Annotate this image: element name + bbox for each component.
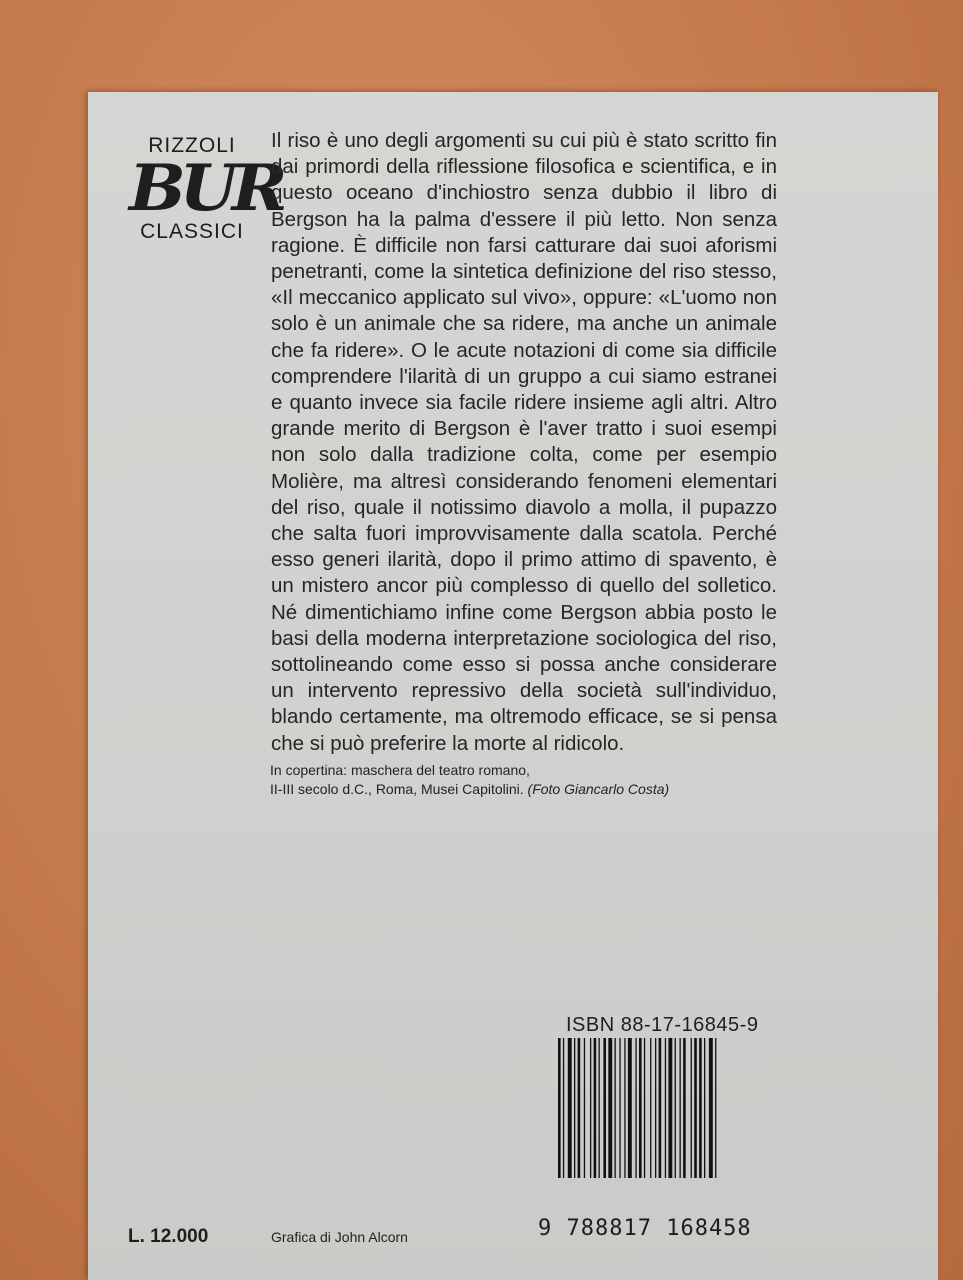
design-credit: Grafica di John Alcorn bbox=[271, 1229, 408, 1245]
price-label: L. 12.000 bbox=[128, 1226, 209, 1247]
barcode-image bbox=[556, 1038, 788, 1178]
series-name: CLASSICI bbox=[140, 220, 244, 243]
blurb-text: Il riso è uno degli argomenti su cui più è stato scritto fin dai primordi della riflessione filosofica e scientifica, e in questo oceano d'inchiostro senza dubbio il libro di Bergson ha la palma d'essere il più letto. Non senza ragione. È difficile non farsi catturare dai suoi aforismi penetranti, come la sintetica definizione del riso stesso, «Il meccanico applicato sul vivo», oppure: «L'uomo non solo è un animale che sa ridere, ma anche un animale che fa ridere». O le acute notazioni di come sia difficile comprendere l'ilarità di un gruppo a cui siamo estranei e quanto invece sia facile ridere insieme agli altri. Altro grande merito di Bergson è l'aver tratto i suoi esempi non solo dalla tradizione colta, come per esempio Molière, ma altresì considerando fenomeni elementari del riso, quale il notissimo diavolo a molla, il pupazzo che salta fuori improvvisamente dalla scatola. Perché esso generi ilarità, dopo il primo attimo di spavento, è un mistero ancor più complesso di quello del solletico. Né dimentichiamo infine come Bergson abbia posto le basi della moderna interpretazione sociologica del riso, sottolineando come esso si possa anche considerare un intervento repressivo della società sull'individuo, blando certamente, ma oltremodo efficace, se si pensa che si può preferire la morte al ridicolo. bbox=[271, 129, 777, 755]
photo-credit: (Foto Giancarlo Costa) bbox=[527, 781, 670, 797]
cover-credit bbox=[270, 761, 669, 799]
barcode-digits: 9 788817 168458 bbox=[538, 1216, 752, 1241]
isbn-label: ISBN 88-17-16845-9 bbox=[566, 1014, 759, 1036]
publisher-name: RIZZOLI bbox=[148, 134, 236, 157]
cover-credit-line2: II-III secolo d.C., Roma, Musei Capitolini. bbox=[270, 781, 524, 797]
book-back-cover bbox=[88, 92, 938, 1280]
cover-credit-line1: In copertina: maschera del teatro romano, bbox=[270, 762, 530, 778]
bur-logo-mark: BUR bbox=[129, 151, 282, 226]
back-cover-blurb bbox=[271, 128, 777, 757]
publisher-logo bbox=[129, 134, 282, 244]
